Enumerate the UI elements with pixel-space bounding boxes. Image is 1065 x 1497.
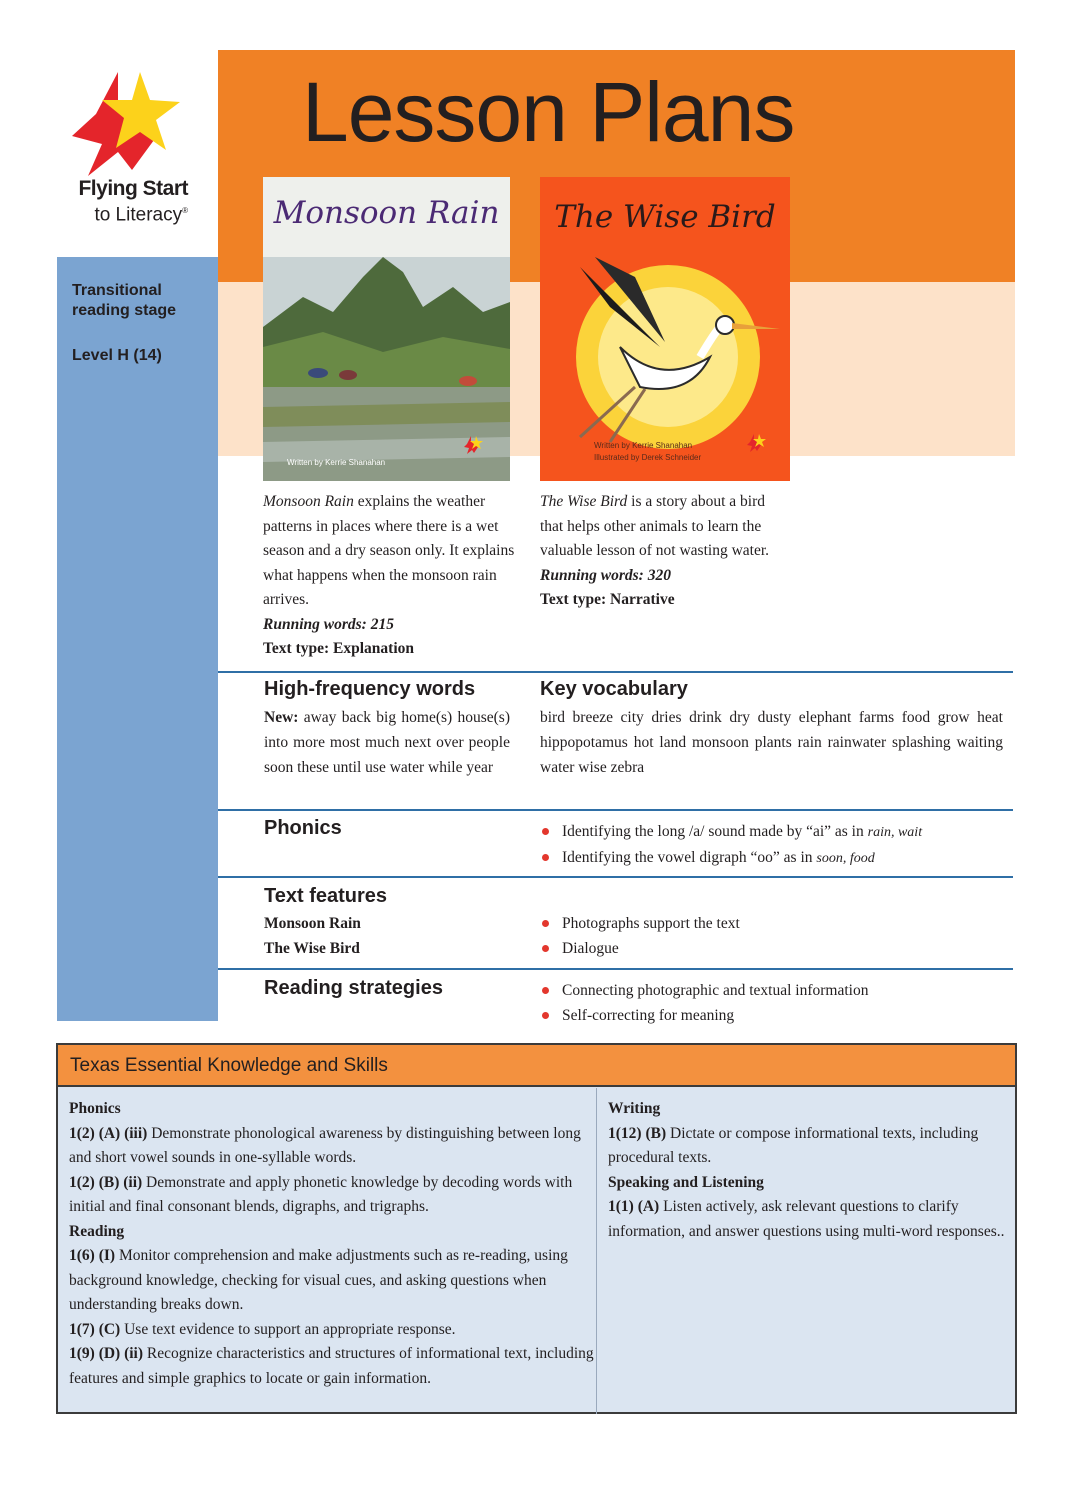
- teks-speaking-heading: Speaking and Listening: [608, 1173, 764, 1191]
- teks-item: 1(6) (I) Monitor comprehension and make adjustments such as re-reading, using background knowledge, checking for visual cues, and asking questions when understanding breaks down.: [69, 1247, 568, 1313]
- teks-item: 1(2) (B) (ii) Demonstrate and apply phonetic knowledge by decoding words with initial and final consonant blends, digraphs, and trigraphs.: [69, 1173, 573, 1215]
- book-title-inline: The Wise Bird: [540, 493, 628, 510]
- text-features-list: [540, 911, 1010, 961]
- teks-phonics-heading: Phonics: [69, 1100, 121, 1117]
- hfw-words: New: away back big home(s) house(s) into more most much next over people soon these until use water while year: [264, 709, 510, 776]
- reading-stage: Transitional reading stage: [72, 282, 177, 319]
- text-type: Text type: Narrative: [540, 591, 675, 608]
- sidebar-panel: [57, 257, 218, 1021]
- section-divider: [218, 876, 1013, 878]
- teks-heading: Texas Essential Knowledge and Skills: [70, 1055, 388, 1076]
- list-item: Identifying the long /a/ sound made by “ai” as in rain, wait: [540, 819, 1010, 845]
- reading-strategies-list: [540, 978, 1010, 1028]
- teks-right-column: [608, 1097, 1008, 1244]
- running-words: Running words: 215: [263, 615, 394, 633]
- teks-item: 1(12) (B) Dictate or compose informational texts, including procedural texts.: [608, 1124, 979, 1166]
- teks-writing-heading: Writing: [608, 1100, 661, 1117]
- brand-name: Flying Start: [78, 177, 188, 200]
- cover-title: Monsoon Rain: [273, 195, 500, 231]
- publisher-logo-icon: [746, 433, 768, 455]
- teks-item: 1(9) (D) (ii) Recognize characteristics and structures of informational text, including features and simple graphics to locate or gain information.: [69, 1345, 594, 1387]
- hfw-heading: High-frequency words: [264, 678, 476, 700]
- text-type: Text type: Explanation: [263, 640, 415, 657]
- cover-title: The Wise Bird: [554, 199, 776, 235]
- cover-credit-illustrator: Illustrated by Derek Schneider: [594, 453, 702, 462]
- book-summary: is a story about a bird that helps other animals to learn the valuable lesson of not wasting water.: [540, 493, 770, 559]
- phonics-list: [540, 819, 1010, 871]
- list-item: Identifying the vowel digraph “oo” as in soon, food: [540, 845, 1010, 871]
- vocab-words: bird breeze city dries drink dry dusty elephant farms food grow heat hippopotamus hot land monsoon plants rain rainwater splashing waiting water wise zebra: [540, 709, 1003, 776]
- book-description-monsoon-rain: [263, 490, 525, 662]
- teks-item: 1(7) (C) Use text evidence to support an appropriate response.: [69, 1320, 456, 1338]
- reading-strategies-heading: Reading strategies: [264, 977, 443, 999]
- list-item: Photographs support the text: [540, 911, 1010, 936]
- cover-credit-author: Written by Kerrie Shanahan: [594, 441, 693, 450]
- page-title: Lesson Plans: [302, 65, 795, 159]
- phonics-heading: Phonics: [264, 817, 342, 839]
- teks-left-column: [69, 1097, 594, 1391]
- section-divider: [218, 968, 1013, 970]
- list-item: Self-correcting for meaning: [540, 1003, 1010, 1028]
- cover-credit: Written by Kerrie Shanahan: [287, 458, 386, 467]
- teks-item: 1(2) (A) (iii) Demonstrate phonological awareness by distinguishing between long and short vowel sounds in one-syllable words.: [69, 1124, 581, 1166]
- teks-panel: [56, 1043, 1017, 1414]
- publisher-logo-icon: [463, 435, 485, 457]
- reading-level: Level H (14): [72, 347, 162, 364]
- vocab-heading: Key vocabulary: [540, 678, 688, 700]
- book-title-inline: Monsoon Rain: [263, 493, 354, 510]
- book-cover-the-wise-bird: [540, 177, 790, 481]
- list-item: Dialogue: [540, 936, 1010, 961]
- section-divider: [218, 809, 1013, 811]
- teks-column-divider: [596, 1088, 597, 1414]
- book-cover-monsoon-rain: [263, 177, 510, 481]
- teks-item: 1(1) (A) Listen actively, ask relevant questions to clarify information, and answer questions using multi-word responses..: [608, 1198, 1005, 1240]
- brand-subtitle: to Literacy®: [94, 204, 188, 226]
- text-features-books: Monsoon Rain The Wise Bird: [264, 915, 361, 957]
- teks-header: [58, 1045, 1015, 1087]
- book-description-the-wise-bird: [540, 490, 780, 613]
- teks-reading-heading: Reading: [69, 1222, 125, 1240]
- list-item: Connecting photographic and textual information: [540, 978, 1010, 1003]
- section-divider: [218, 671, 1013, 673]
- text-features-heading: Text features: [264, 885, 388, 907]
- book-summary: explains the weather patterns in places where there is a wet season and a dry season only. It explains what happens when the monsoon rain arrives.: [263, 493, 515, 608]
- running-words: Running words: 320: [540, 566, 671, 584]
